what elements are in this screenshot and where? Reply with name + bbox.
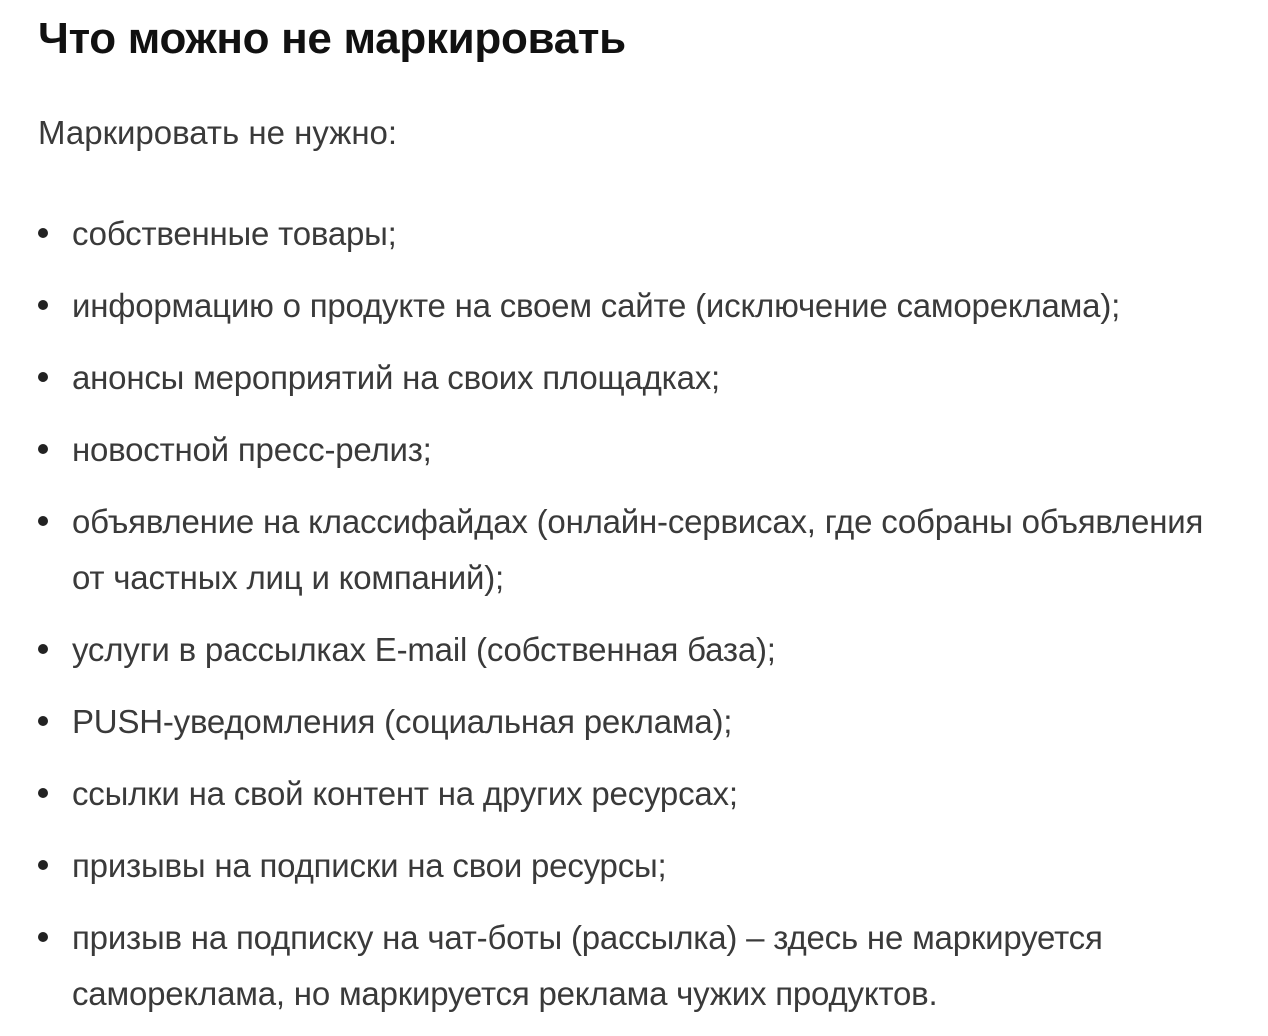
list-item-text: услуги в рассылках E-mail (собственная база); [72,631,776,668]
list-item-text: объявление на классифайдах (онлайн-сервисах, где собраны объявления от частных лиц и компаний); [72,503,1204,596]
list-item-text: ссылки на свой контент на других ресурсах; [72,775,738,812]
list-item [38,278,1238,334]
list-item [38,494,1238,606]
list-item-text: новостной пресс-релиз; [72,431,432,468]
list-item [38,622,1238,678]
list-item-text: информацию о продукте на своем сайте (исключение самореклама); [72,287,1121,324]
list-item [38,422,1238,478]
list-item-text: PUSH-уведомления (социальная реклама); [72,703,733,740]
list-item [38,694,1238,750]
intro-text: Маркировать не нужно: [38,114,398,151]
bullet-icon [38,788,48,798]
list-item [38,838,1238,894]
list-item-text: анонсы мероприятий на своих площадках; [72,359,721,396]
page-title: Что можно не маркировать [38,14,626,63]
bullet-list [38,206,1238,1036]
list-item-text: призывы на подписки на свои ресурсы; [72,847,667,884]
bullet-icon [38,932,48,942]
bullet-icon [38,228,48,238]
bullet-icon [38,516,48,526]
list-item [38,206,1238,262]
list-item-text: призыв на подписку на чат-боты (рассылка) – здесь не маркируется самореклама, но маркируется реклама чужих продуктов. [72,919,1103,1012]
bullet-icon [38,444,48,454]
bullet-icon [38,716,48,726]
list-item [38,766,1238,822]
bullet-icon [38,644,48,654]
list-item [38,910,1238,1022]
bullet-icon [38,860,48,870]
bullet-icon [38,372,48,382]
list-item [38,350,1238,406]
list-item-text: собственные товары; [72,215,397,252]
bullet-icon [38,300,48,310]
